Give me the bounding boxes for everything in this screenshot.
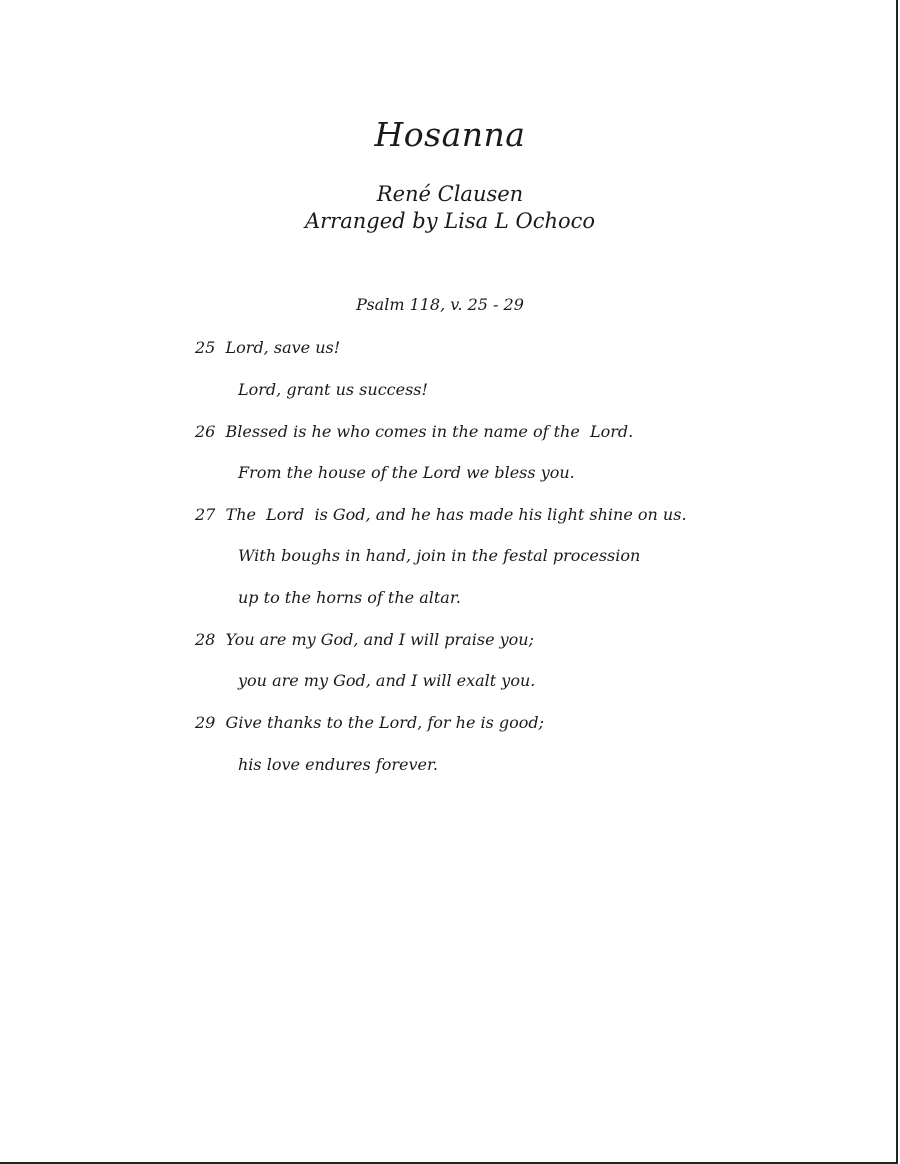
scripture-reference: Psalm 118, v. 25 - 29 bbox=[356, 295, 524, 314]
verse-line: 29 Give thanks to the Lord, for he is good; bbox=[195, 713, 545, 732]
verse-line: 25 Lord, save us! bbox=[195, 338, 341, 357]
verse-line: 28 You are my God, and I will praise you; bbox=[195, 630, 534, 649]
arranger-credit: Arranged by Lisa L Ochoco bbox=[304, 209, 596, 233]
verse-line: up to the horns of the altar. bbox=[238, 588, 461, 607]
verse-line: his love endures forever. bbox=[238, 755, 438, 774]
verse-line: From the house of the Lord we bless you. bbox=[238, 463, 575, 482]
verse-line: you are my God, and I will exalt you. bbox=[238, 671, 536, 690]
composer-name: René Clausen bbox=[376, 182, 524, 206]
verse-line: Lord, grant us success! bbox=[238, 380, 428, 399]
verse-line: 26 Blessed is he who comes in the name of the Lord. bbox=[195, 422, 634, 441]
verse-line: With boughs in hand, join in the festal procession bbox=[238, 546, 641, 565]
verse-line: 27 The Lord is God, and he has made his light shine on us. bbox=[195, 505, 687, 524]
song-title: Hosanna bbox=[374, 115, 526, 154]
